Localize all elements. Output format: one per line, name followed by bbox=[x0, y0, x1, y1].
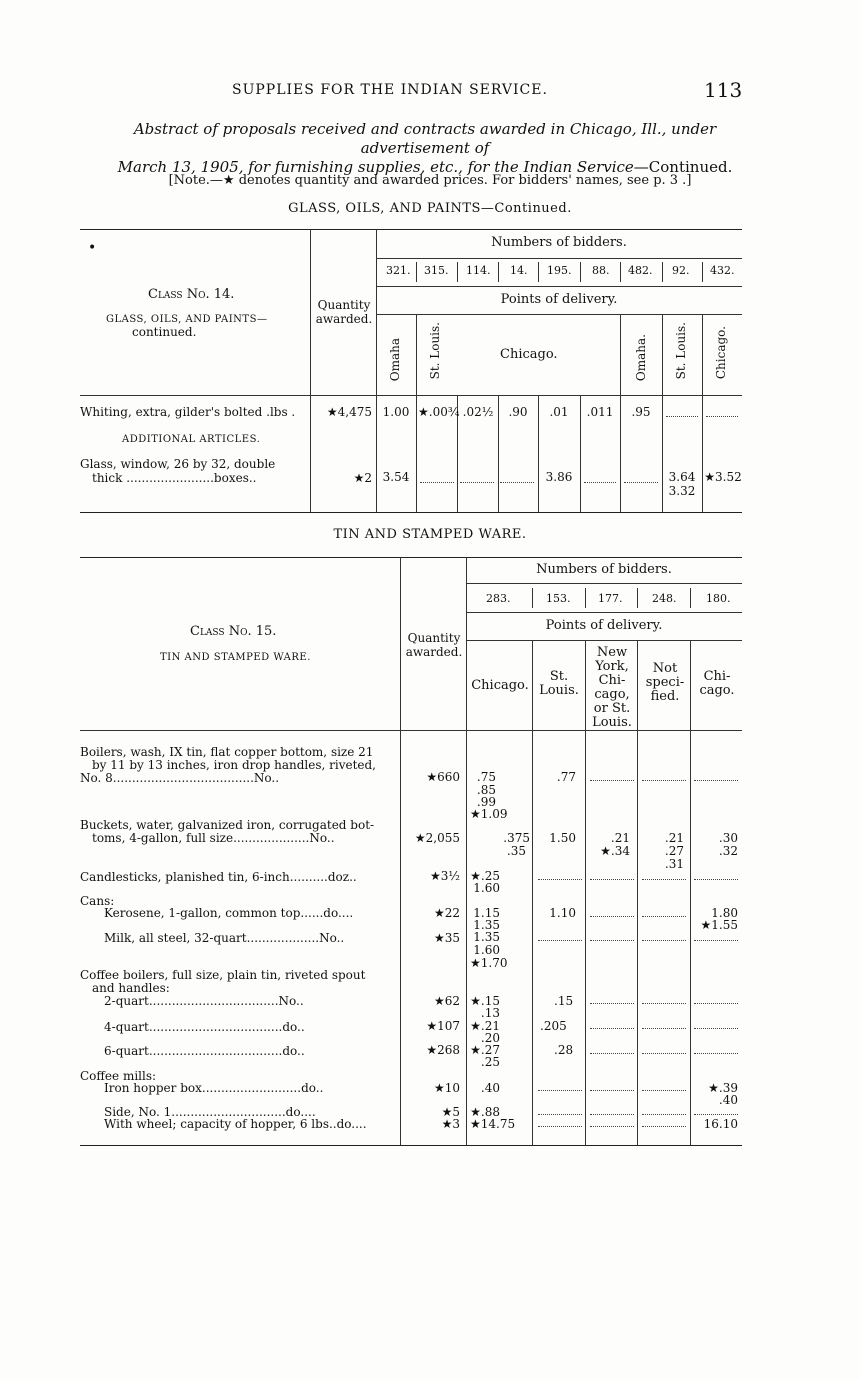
price: ★.34 bbox=[600, 844, 630, 858]
price: .375 bbox=[503, 831, 530, 845]
price: .13 bbox=[480, 1006, 500, 1020]
item-cans: Cans: bbox=[80, 894, 115, 908]
price: .20 bbox=[480, 1031, 500, 1045]
item-coffee-boilers-1: Coffee boilers, full size, plain tin, riveted spout bbox=[80, 968, 366, 982]
price: .32 bbox=[718, 844, 738, 858]
qty: ★268 bbox=[426, 1043, 460, 1057]
price: 3.32 bbox=[668, 484, 696, 498]
qty-whiting: ★4,475 bbox=[326, 405, 372, 419]
point-not-specified: Not speci-fied. bbox=[645, 661, 685, 704]
point-st-louis: St. Louis. bbox=[539, 669, 579, 698]
price: 1.15 bbox=[473, 906, 500, 920]
qty: ★660 bbox=[426, 770, 460, 784]
price: .40 bbox=[480, 1081, 500, 1095]
qty: ★3½ bbox=[429, 869, 460, 883]
item-buckets-2: toms, 4-gallon, full size....................No.. bbox=[92, 831, 335, 845]
item-with-wheel: With wheel; capacity of hopper, 6 lbs..do.... bbox=[104, 1117, 367, 1131]
bidders-header: Numbers of bidders. bbox=[491, 235, 627, 250]
item-boilers-3: No. 8.....................................No.. bbox=[80, 771, 280, 785]
price: ★.25 bbox=[470, 869, 500, 883]
qty: ★62 bbox=[433, 994, 460, 1008]
item-4-quart: 4-quart...................................do.. bbox=[104, 1020, 305, 1034]
qty: ★22 bbox=[433, 906, 460, 920]
quantity-header: Quantity awarded. bbox=[315, 298, 373, 326]
price: 3.86 bbox=[545, 470, 573, 484]
price: .205 bbox=[540, 1019, 567, 1033]
price: 1.00 bbox=[382, 405, 410, 419]
qty: ★35 bbox=[433, 931, 460, 945]
price: 1.60 bbox=[473, 943, 500, 957]
item-glass-1: Glass, window, 26 by 32, double bbox=[80, 457, 276, 471]
bidders-header: Numbers of bidders. bbox=[536, 562, 672, 577]
qty: ★3 bbox=[441, 1117, 460, 1131]
running-title: SUPPLIES FOR THE INDIAN SERVICE. bbox=[232, 82, 548, 98]
price: .15 bbox=[554, 994, 574, 1008]
price: .31 bbox=[664, 857, 684, 871]
bidder-number: 432. bbox=[710, 264, 735, 277]
price: ★.15 bbox=[470, 994, 500, 1008]
bidder-number: 180. bbox=[706, 592, 731, 605]
item-6-quart: 6-quart...................................do.. bbox=[104, 1044, 305, 1058]
price: ★14.75 bbox=[470, 1117, 516, 1131]
abstract-caption bbox=[80, 120, 770, 177]
item-buckets-1: Buckets, water, galvanized iron, corrugated bot- bbox=[80, 818, 375, 832]
abstract-line-1: Abstract of proposals received and contracts awarded in Chicago, Ill., under advertisement of bbox=[133, 120, 717, 157]
price: .77 bbox=[556, 770, 576, 784]
bidder-number: 114. bbox=[466, 264, 491, 277]
price: 3.64 bbox=[668, 470, 696, 484]
item-2-quart: 2-quart..................................No.. bbox=[104, 994, 304, 1008]
item-side: Side, No. 1..............................do.... bbox=[104, 1105, 316, 1119]
point-omaha-2: Omaha. bbox=[634, 334, 648, 382]
price: 1.35 bbox=[473, 930, 500, 944]
price: .75 bbox=[476, 770, 496, 784]
price: ★1.09 bbox=[470, 807, 508, 821]
bidder-number: 321. bbox=[386, 264, 411, 277]
item-boilers-2: by 11 by 13 inches, iron drop handles, riveted, bbox=[92, 758, 376, 772]
note: [Note.—★ denotes quantity and awarded prices. For bidders' names, see p. 3 .] bbox=[168, 173, 692, 188]
bidder-number: 482. bbox=[628, 264, 653, 277]
additional-articles: ADDITIONAL ARTICLES. bbox=[122, 434, 261, 445]
class-label: Class No. 14. bbox=[148, 287, 235, 302]
price: .30 bbox=[718, 831, 738, 845]
bidder-number: 248. bbox=[652, 592, 677, 605]
item-boilers-1: Boilers, wash, IX tin, flat copper bottom, size 21 bbox=[80, 745, 374, 759]
bidder-number: 315. bbox=[424, 264, 449, 277]
price: 1.60 bbox=[473, 881, 500, 895]
price: .90 bbox=[508, 405, 528, 419]
price: ★1.70 bbox=[470, 956, 508, 970]
item-glass-2: thick .......................boxes.. bbox=[92, 471, 257, 485]
item-milk: Milk, all steel, 32-quart...................No.. bbox=[104, 931, 345, 945]
point-st-louis-2: St. Louis. bbox=[674, 322, 688, 380]
abstract-continued: Continued. bbox=[648, 158, 733, 176]
bidder-number: 177. bbox=[598, 592, 623, 605]
delivery-header: Points of delivery. bbox=[545, 618, 663, 633]
point-chicago: Chicago. bbox=[500, 347, 558, 362]
qty: ★107 bbox=[426, 1019, 460, 1033]
item-coffee-mills: Coffee mills: bbox=[80, 1069, 157, 1083]
bidder-number: 153. bbox=[546, 592, 571, 605]
item-whiting: Whiting, extra, gilder's bolted .lbs . bbox=[80, 405, 296, 419]
price: 16.10 bbox=[703, 1117, 738, 1131]
price: .35 bbox=[506, 844, 526, 858]
qty: ★10 bbox=[433, 1081, 460, 1095]
price: ★.27 bbox=[470, 1043, 500, 1057]
price: .01 bbox=[549, 405, 569, 419]
quantity-header: Quantity awarded. bbox=[405, 631, 463, 659]
bidder-number: 283. bbox=[486, 592, 511, 605]
abstract-line-2-text: March 13, 1905, for furnishing supplies, etc., for the Indian Service— bbox=[117, 158, 649, 176]
point-omaha: Omaha bbox=[388, 338, 402, 382]
qty: ★5 bbox=[441, 1105, 460, 1119]
class-subtitle-continued: continued. bbox=[132, 325, 197, 339]
price: ★.00¾ bbox=[418, 405, 460, 419]
price: 1.50 bbox=[549, 831, 576, 845]
class-label: Class No. 15. bbox=[190, 624, 277, 639]
price: 1.35 bbox=[473, 918, 500, 932]
bullet-mark: • bbox=[88, 240, 97, 256]
bidder-number: 195. bbox=[547, 264, 572, 277]
section-title-glass: GLASS, OILS, AND PAINTS—Continued. bbox=[288, 201, 572, 216]
price: .40 bbox=[718, 1093, 738, 1107]
price: 1.10 bbox=[549, 906, 576, 920]
point-st-louis: St. Louis. bbox=[428, 322, 442, 380]
price: .011 bbox=[586, 405, 614, 419]
price: 1.80 bbox=[711, 906, 738, 920]
item-iron-hopper: Iron hopper box..........................do.. bbox=[104, 1081, 324, 1095]
point-ny-chicago-st-louis: New York, Chi-cago, or St. Louis. bbox=[592, 645, 632, 730]
price: .21 bbox=[610, 831, 630, 845]
item-candlesticks: Candlesticks, planished tin, 6-inch..........doz.. bbox=[80, 870, 357, 884]
price: ★.21 bbox=[470, 1019, 500, 1033]
section-title-tin: TIN AND STAMPED WARE. bbox=[333, 527, 527, 542]
price: .99 bbox=[476, 795, 496, 809]
price: ★3.52 bbox=[704, 470, 742, 484]
point-chicago: Chicago. bbox=[471, 678, 529, 693]
delivery-header: Points of delivery. bbox=[500, 292, 618, 307]
qty-glass: ★2 bbox=[353, 471, 372, 485]
price: .27 bbox=[664, 844, 684, 858]
bidder-number: 88. bbox=[592, 264, 610, 277]
price: .95 bbox=[631, 405, 651, 419]
point-chicago-2: Chicago. bbox=[714, 326, 728, 380]
price: .02½ bbox=[462, 405, 494, 419]
bidder-number: 92. bbox=[672, 264, 690, 277]
price: .21 bbox=[664, 831, 684, 845]
page-number: 113 bbox=[704, 78, 743, 102]
price: .28 bbox=[554, 1043, 574, 1057]
price: .25 bbox=[480, 1055, 500, 1069]
item-kerosene: Kerosene, 1-gallon, common top......do.... bbox=[104, 906, 354, 920]
point-chicago-2: Chi-cago. bbox=[699, 669, 735, 698]
class-subtitle: TIN AND STAMPED WARE. bbox=[160, 652, 311, 663]
price: ★.88 bbox=[470, 1105, 500, 1119]
price: 3.54 bbox=[382, 470, 410, 484]
item-coffee-boilers-2: and handles: bbox=[92, 981, 170, 995]
price: ★.39 bbox=[708, 1081, 738, 1095]
price: .85 bbox=[476, 783, 496, 797]
price: ★1.55 bbox=[700, 918, 738, 932]
class-subtitle: GLASS, OILS, AND PAINTS— bbox=[106, 314, 268, 325]
qty: ★2,055 bbox=[414, 831, 460, 845]
bidder-number: 14. bbox=[510, 264, 528, 277]
